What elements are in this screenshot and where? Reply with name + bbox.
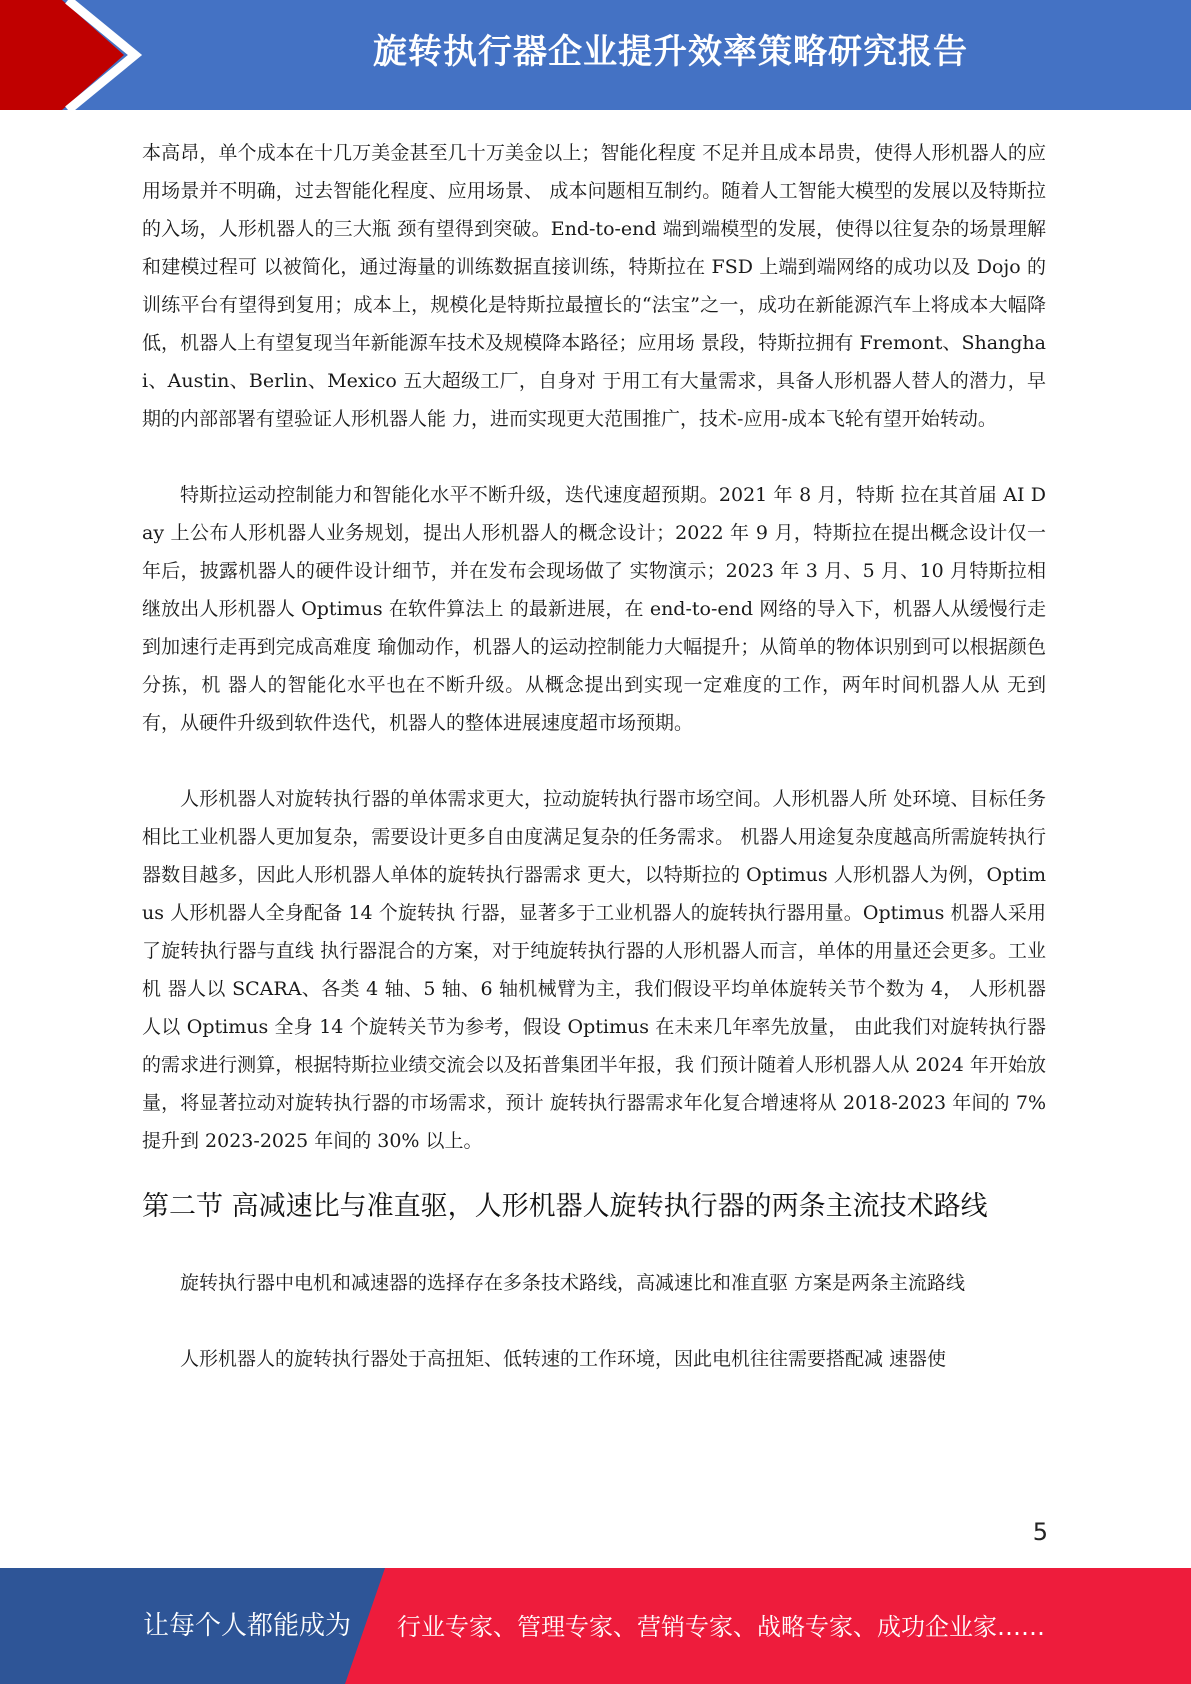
- paragraph-spacer: [142, 742, 1046, 780]
- body-paragraph-1: 本高昂，单个成本在十几万美金甚至几十万美金以上；智能化程度 不足并且成本昂贵，使得人形机器人的应用场景并不明确，过去智能化程度、应用场景、 成本问题相互制约。随着人工智能大模型的发展以及特斯拉的入场，人形机器人的三大瓶 颈有望得到突破。End-to-end 端到端模型的发展，使得以往复杂的场景理解和建模过程可 以被简化，通过海量的训练数据直接训练，特斯拉在 FSD 上端到端网络的成功以及 Dojo 的训练平台有望得到复用；成本上，规模化是特斯拉最擅长的“法宝”之一，成功在新能源汽车上将成本大幅降低，机器人上有望复现当年新能源车技术及规模降本路径；应用场 景段，特斯拉拥有 Fremont、Shanghai、Austin、Berlin、Mexico 五大超级工厂，自身对 于用工有大量需求，具备人形机器人替人的潜力，早期的内部部署有望验证人形机器人能 力，进而实现更大范围推广，技术-应用-成本飞轮有望开始转动。: [142, 142, 1046, 430]
- paragraph-spacer: [142, 438, 1046, 476]
- footer-banner: [0, 1568, 1191, 1684]
- body-paragraph-2: 特斯拉运动控制能力和智能化水平不断升级，迭代速度超预期。2021 年 8 月，特斯 拉在其首届 AI Day 上公布人形机器人业务规划，提出人形机器人的概念设计；2022 年 9 月，特斯拉在提出概念设计仅一年后，披露机器人的硬件设计细节，并在发布会现场做了 实物演示；2023 年 3 月、5 月、10 月特斯拉相继放出人形机器人 Optimus 在软件算法上 的最新进展，在 end-to-end 网络的导入下，机器人从缓慢行走到加速行走再到完成高难度 瑜伽动作，机器人的运动控制能力大幅提升；从简单的物体识别到可以根据颜色分拣，机 器人的智能化水平也在不断升级。从概念提出到实现一定难度的工作，两年时间机器人从 无到有，从硬件升级到软件迭代，机器人的整体进展速度超市场预期。: [142, 484, 1046, 734]
- paragraph-spacer: [142, 1302, 1046, 1340]
- paragraph-spacer: [142, 1226, 1046, 1264]
- section-heading: 第二节 高减速比与准直驱，人形机器人旋转执行器的两条主流技术路线: [142, 1191, 988, 1222]
- footer-slogan-left: 让每个人都能成为: [143, 1611, 352, 1641]
- body-paragraph-4: 旋转执行器中电机和减速器的选择存在多条技术路线，高减速比和准直驱 方案是两条主流路线: [180, 1272, 966, 1294]
- header-banner: [0, 0, 1191, 110]
- body-paragraph-5: 人形机器人的旋转执行器处于高扭矩、低转速的工作环境，因此电机往往需要搭配减 速器使: [180, 1348, 947, 1370]
- body-paragraph-3: 人形机器人对旋转执行器的单体需求更大，拉动旋转执行器市场空间。人形机器人所 处环境、目标任务相比工业机器人更加复杂，需要设计更多自由度满足复杂的任务需求。 机器人用途复杂度越高所需旋转执行器数目越多，因此人形机器人单体的旋转执行器需求 更大，以特斯拉的 Optimus 人形机器人为例，Optimus 人形机器人全身配备 14 个旋转执 行器，显著多于工业机器人的旋转执行器用量。Optimus 机器人采用了旋转执行器与直线 执行器混合的方案，对于纯旋转执行器的人形机器人而言，单体的用量还会更多。工业机 器人以 SCARA、各类 4 轴、5 轴、6 轴机械臂为主，我们假设平均单体旋转关节个数为 4， 人形机器人以 Optimus 全身 14 个旋转关节为参考，假设 Optimus 在未来几年率先放量， 由此我们对旋转执行器的需求进行测算，根据特斯拉业绩交流会以及拓普集团半年报，我 们预计随着人形机器人从 2024 年开始放量，将显著拉动对旋转执行器的市场需求，预计 旋转执行器需求年化复合增速将从 2018-2023 年间的 7%提升到 2023-2025 年间的 30% 以上。: [142, 788, 1046, 1152]
- paragraph-spacer: [142, 1160, 1046, 1188]
- header-red-arrow-shape: [0, 0, 150, 110]
- footer-slogan-right: 行业专家、管理专家、营销专家、战略专家、成功企业家……: [397, 1613, 1045, 1641]
- report-title: 旋转执行器企业提升效率策略研究报告: [373, 32, 968, 72]
- page-number: 5: [1032, 1518, 1048, 1546]
- document-body: [142, 134, 1046, 1378]
